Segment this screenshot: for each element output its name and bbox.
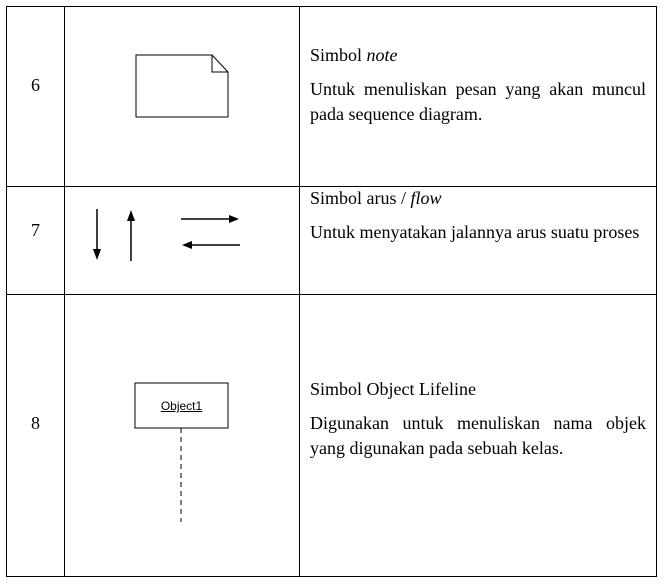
- symbol-description: Untuk menuliskan pesan yang akan muncul pada sequence diagram.: [310, 79, 646, 124]
- symbol-title: Simbol arus / flow: [310, 188, 442, 208]
- row-number-cell: [7, 295, 65, 576]
- symbol-description: Digunakan untuk menuliskan nama objek yang digunakan pada sebuah kelas.: [310, 413, 646, 458]
- symbol-cell: [65, 187, 300, 294]
- symbol-table: [6, 6, 657, 577]
- row-number: 6: [31, 75, 40, 95]
- object-lifeline-icon: [65, 295, 299, 576]
- symbol-title: Simbol note: [310, 45, 398, 65]
- row-number: 7: [31, 220, 40, 240]
- table-row: [7, 295, 657, 577]
- row-number-cell: [7, 7, 65, 186]
- symbol-title: Simbol Object Lifeline: [310, 379, 476, 399]
- table-row: [7, 7, 657, 187]
- description-cell: [300, 7, 657, 186]
- description-cell: [300, 187, 657, 294]
- symbol-cell: [65, 7, 300, 186]
- symbol-description: Untuk menyatakan jalannya arus suatu proses: [310, 222, 640, 242]
- object-label: Object1: [160, 399, 203, 413]
- description-cell: [300, 295, 657, 576]
- symbol-cell: [65, 295, 300, 576]
- table-row: [7, 187, 657, 295]
- flow-arrows-icon: [65, 187, 299, 294]
- row-number: 8: [31, 413, 40, 433]
- note-symbol-icon: [65, 7, 299, 186]
- row-number-cell: [7, 187, 65, 294]
